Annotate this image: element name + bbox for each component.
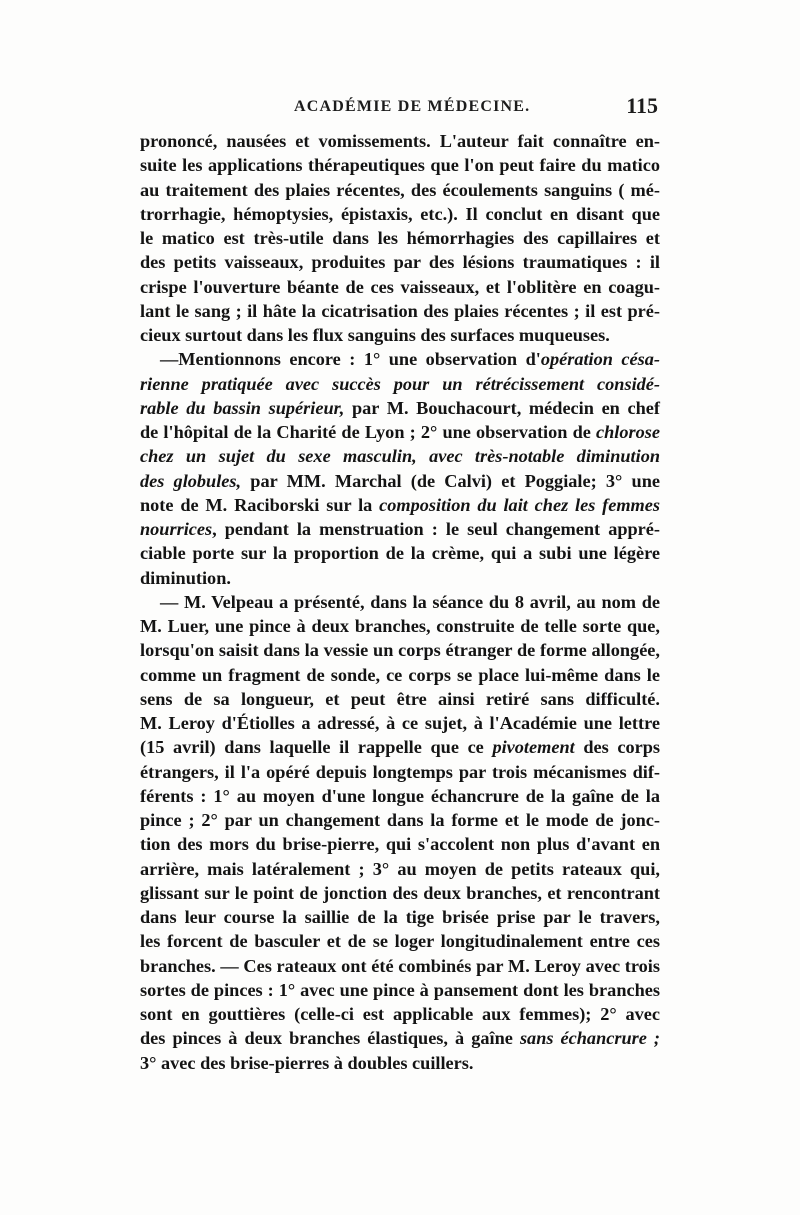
text-line: comme un fragment de sonde, ce corps se place lui-même dans le <box>140 664 660 685</box>
text-line: rable du bassin supérieur, par M. Bouchacourt, médecin en chef <box>140 397 660 418</box>
page-header <box>140 93 660 127</box>
text-line: le matico est très-utile dans les hémorrhagies des capillaires et <box>140 228 660 248</box>
text-line: crispe l'ouverture béante de ces vaisseaux, et l'oblitère en coagu- <box>140 276 660 297</box>
text-line: lant le sang ; il hâte la cicatrisation des plaies récentes ; il est pré- <box>140 300 660 321</box>
text-line: branches. — Ces rateaux ont été combinés par M. Leroy avec trois <box>140 955 660 976</box>
text-line: au traitement des plaies récentes, des écoulements sanguins ( mé- <box>140 179 660 200</box>
text-line: des pinces à deux branches élastiques, à gaîne sans échancrure ; <box>140 1028 660 1049</box>
text-line: M. Leroy d'Étiolles a adressé, à ce sujet, à l'Académie une lettre <box>140 713 660 733</box>
text-line: arrière, mais latéralement ; 3° au moyen de petits rateaux qui, <box>140 858 660 879</box>
text-line: rienne pratiquée avec succès pour un rétrécissement considé- <box>140 373 660 394</box>
text-line: 3° avec des brise-pierres à doubles cuillers. <box>140 1052 474 1073</box>
text-line: — M. Velpeau a présenté, dans la séance du 8 avril, au nom de <box>160 591 660 612</box>
text-line: (15 avril) dans laquelle il rappelle que ce pivotement des corps <box>140 737 661 758</box>
text-line: des petits vaisseaux, produites par des lésions traumatiques : il <box>140 252 660 273</box>
text-line: les forcent de basculer et de se loger longitudinalement entre ces <box>140 931 660 952</box>
text-line: sont en gouttières (celle-ci est applicable aux femmes); 2° avec <box>140 1004 660 1024</box>
text-line: M. Luer, une pince à deux branches, construite de telle sorte que, <box>140 616 660 636</box>
body-text <box>140 129 660 1075</box>
text-line: glissant sur le point de jonction des deux branches, et rencontrant <box>140 882 660 903</box>
running-head: ACADÉMIE DE MÉDECINE. <box>294 98 531 115</box>
text-line: chez un sujet du sexe masculin, avec très-notable diminution <box>140 446 660 467</box>
text-line: dans leur course la saillie de la tige brisée prise par le travers, <box>140 907 660 927</box>
text-line: de l'hôpital de la Charité de Lyon ; 2° une observation de chlorose <box>140 422 660 442</box>
text-line: sortes de pinces : 1° avec une pince à pansement dont les branches <box>140 979 660 1000</box>
text-line: trorrhagie, hémoptysies, épistaxis, etc.). Il conclut en disant que <box>140 203 660 224</box>
text-line: note de M. Raciborski sur la composition du lait chez les femmes <box>140 494 660 515</box>
text-line: tion des mors du brise-pierre, qui s'accolent non plus d'avant en <box>140 834 660 855</box>
text-line: pince ; 2° par un changement dans la forme et le mode de jonc- <box>140 810 660 830</box>
text-line: suite les applications thérapeutiques que l'on peut faire du matico <box>140 155 660 176</box>
text-line: lorsqu'on saisit dans la vessie un corps étranger de forme allongée, <box>140 640 660 661</box>
text-line: ciable porte sur la proportion de la crème, qui a subi une légère <box>140 543 660 564</box>
text-line: férents : 1° au moyen d'une longue échancrure de la gaîne de la <box>140 785 660 806</box>
text-line: des globules, par MM. Marchal (de Calvi) et Poggiale; 3° une <box>140 470 660 491</box>
page-number: 115 <box>626 93 658 118</box>
text-line: nourrices, pendant la menstruation : le seul changement appré- <box>140 519 660 539</box>
text-line: sens de sa longueur, et peut être ainsi retiré sans difficulté. <box>140 688 660 709</box>
text-line: prononcé, nausées et vomissements. L'auteur fait connaître en- <box>140 131 660 151</box>
text-line: —Mentionnons encore : 1° une observation d'opération césa- <box>160 349 660 370</box>
text-line: cieux surtout dans les flux sanguins des surfaces muqueuses. <box>140 325 610 345</box>
text-line: étrangers, il l'a opéré depuis longtemps par trois mécanismes dif- <box>140 761 660 782</box>
text-line: diminution. <box>140 567 231 588</box>
